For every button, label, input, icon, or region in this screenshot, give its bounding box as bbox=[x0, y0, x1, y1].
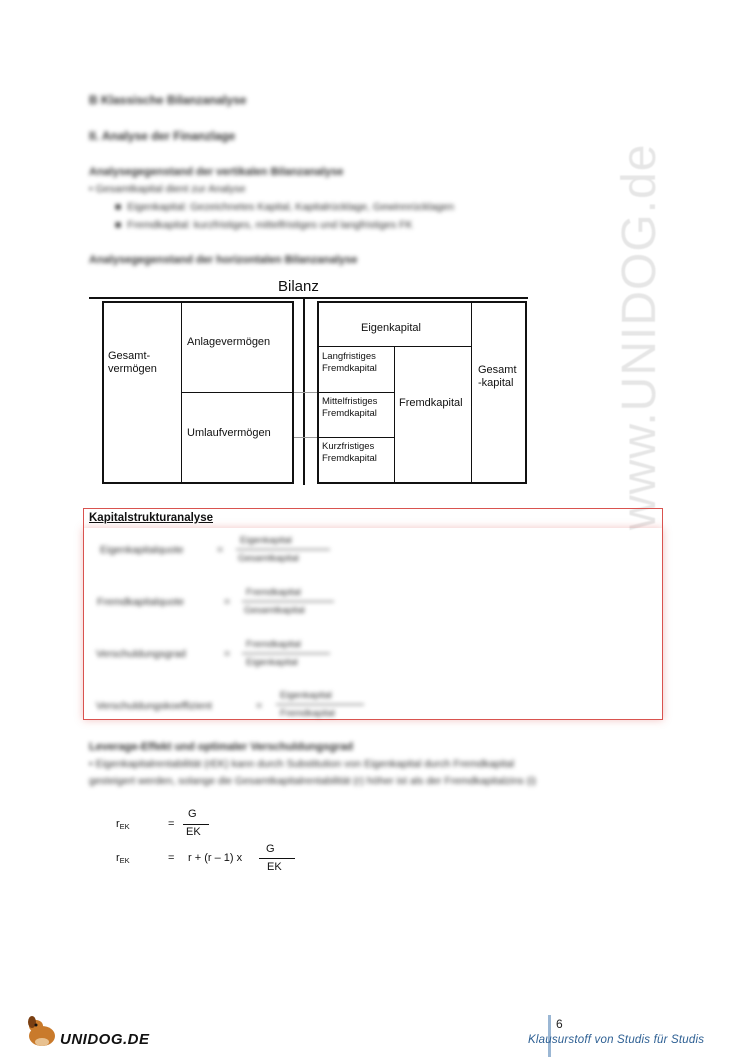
formula2-den: EK bbox=[267, 861, 282, 873]
heading-horizontal-analysis: Analysegegenstand der horizontalen Bilanzanalyse bbox=[89, 254, 358, 266]
cell-anlagevermoegen: Anlagevermögen bbox=[187, 336, 271, 348]
f4-den: Fremdkapital bbox=[280, 708, 335, 719]
formula1-sub: EK bbox=[119, 822, 130, 831]
text-leverage-2: gesteigert werden, solange die Gesamtkapitalrentabilität (r) höher ist als der Fremdkapitalzins (i) bbox=[89, 775, 537, 787]
connector-line bbox=[294, 392, 318, 393]
formula2-sub: EK bbox=[119, 856, 130, 865]
dog-logo-icon bbox=[24, 1014, 60, 1050]
f2-den: Gesamtkapital bbox=[244, 605, 305, 616]
heading-leverage: Leverage-Effekt und optimaler Verschuldungsgrad bbox=[89, 741, 354, 753]
page-number: 6 bbox=[556, 1017, 563, 1031]
passiva-fk-divider bbox=[394, 346, 395, 484]
cell-kurzfristiges-fk: Kurzfristiges Fremdkapital bbox=[322, 441, 377, 464]
f4-label: Verschuldungskoeffizient bbox=[96, 700, 212, 712]
formula2-num: G bbox=[266, 843, 275, 855]
connector-line-2 bbox=[294, 437, 318, 438]
ksa-title: Kapitalstrukturanalyse bbox=[89, 512, 213, 524]
watermark-text: www.UNIDOG.de bbox=[613, 143, 666, 530]
heading-vertical-analysis: Analysegegenstand der vertikalen Bilanzanalyse bbox=[89, 166, 344, 178]
f3-num: Fremdkapital bbox=[246, 639, 301, 650]
f1-eq: = bbox=[217, 544, 224, 556]
cell-umlaufvermoegen: Umlaufvermögen bbox=[187, 427, 271, 439]
bullet-eigenkapital-text: Eigenkapital: Gezeichnetes Kapital, Kapitalrücklage, Gewinnrücklagen bbox=[127, 201, 455, 213]
cell-gesamtkapital: Gesamt -kapital bbox=[478, 364, 517, 389]
f4-num: Eigenkapital bbox=[280, 690, 332, 701]
cell-langfristiges-fk: Langfristiges Fremdkapital bbox=[322, 351, 377, 374]
f1-line bbox=[236, 549, 330, 550]
formula2-expr: r + (r – 1) x bbox=[188, 852, 243, 864]
f1-label: Eigenkapitalquote bbox=[100, 544, 184, 556]
bullet-eigenkapital: ■ Eigenkapital: Gezeichnetes Kapital, Kapitalrücklage, Gewinnrücklagen bbox=[115, 201, 455, 213]
formula1-lhs bbox=[116, 818, 130, 831]
heading-classic-balance: B Klassische Bilanzanalyse bbox=[89, 93, 247, 107]
formula1-den: EK bbox=[186, 826, 201, 838]
formula2-eq: = bbox=[168, 852, 175, 864]
f2-label: Fremdkapitalquote bbox=[97, 596, 184, 608]
f4-eq: = bbox=[256, 700, 263, 712]
formula2-r: r bbox=[116, 852, 120, 864]
cell-mittelfristiges-fk: Mittelfristiges Fremdkapital bbox=[322, 396, 378, 419]
f2-num: Fremdkapital bbox=[246, 587, 301, 598]
formula2-line bbox=[259, 858, 295, 859]
bullet-fremdkapital-text: Fremdkapital: kurzfristiges, mittelfristiges und langfristiges FK bbox=[127, 219, 413, 231]
ksa-box bbox=[83, 508, 663, 720]
passiva-right-divider bbox=[471, 301, 472, 484]
f4-line bbox=[276, 704, 364, 705]
heading-financial-analysis: II. Analyse der Finanzlage bbox=[89, 129, 236, 143]
text-leverage-1: • Eigenkapitalrentabilität (rEK) kann durch Substitution von Eigenkapital durch Fremdkapital bbox=[89, 758, 515, 770]
f1-den: Gesamtkapital bbox=[238, 553, 299, 564]
bilanz-title: Bilanz bbox=[278, 278, 319, 295]
aktiva-h-divider bbox=[181, 392, 294, 393]
f2-line bbox=[242, 601, 334, 602]
passiva-row-divider-2 bbox=[317, 437, 394, 438]
formula1-line bbox=[183, 824, 209, 825]
cell-gesamtvermoegen: Gesamt- vermögen bbox=[108, 350, 157, 375]
footer-tagline: Klausurstoff von Studis für Studis bbox=[528, 1034, 705, 1046]
cell-eigenkapital: Eigenkapital bbox=[361, 322, 421, 334]
bilanz-center-rule bbox=[303, 297, 305, 485]
formula1-r: r bbox=[116, 818, 120, 830]
f3-den: Eigenkapital bbox=[246, 657, 298, 668]
f3-line bbox=[242, 653, 330, 654]
formula1-num: G bbox=[188, 808, 197, 820]
passiva-row-divider-1 bbox=[317, 392, 394, 393]
text-vertical-line: • Gesamtkapital dient zur Analyse bbox=[89, 183, 246, 195]
f1-num: Eigenkapital bbox=[240, 535, 292, 546]
cell-fremdkapital: Fremdkapital bbox=[399, 397, 463, 409]
formula1-eq: = bbox=[168, 818, 175, 830]
bilanz-top-rule bbox=[89, 297, 528, 299]
logo-wordmark: UNIDOG.DE bbox=[60, 1031, 150, 1048]
f3-label: Verschuldungsgrad bbox=[96, 648, 186, 660]
f3-eq: = bbox=[224, 648, 231, 660]
f2-eq: = bbox=[224, 596, 231, 608]
formula2-lhs bbox=[116, 852, 130, 865]
bullet-fremdkapital: ■ Fremdkapital: kurzfristiges, mittelfristiges und langfristiges FK bbox=[115, 219, 413, 231]
